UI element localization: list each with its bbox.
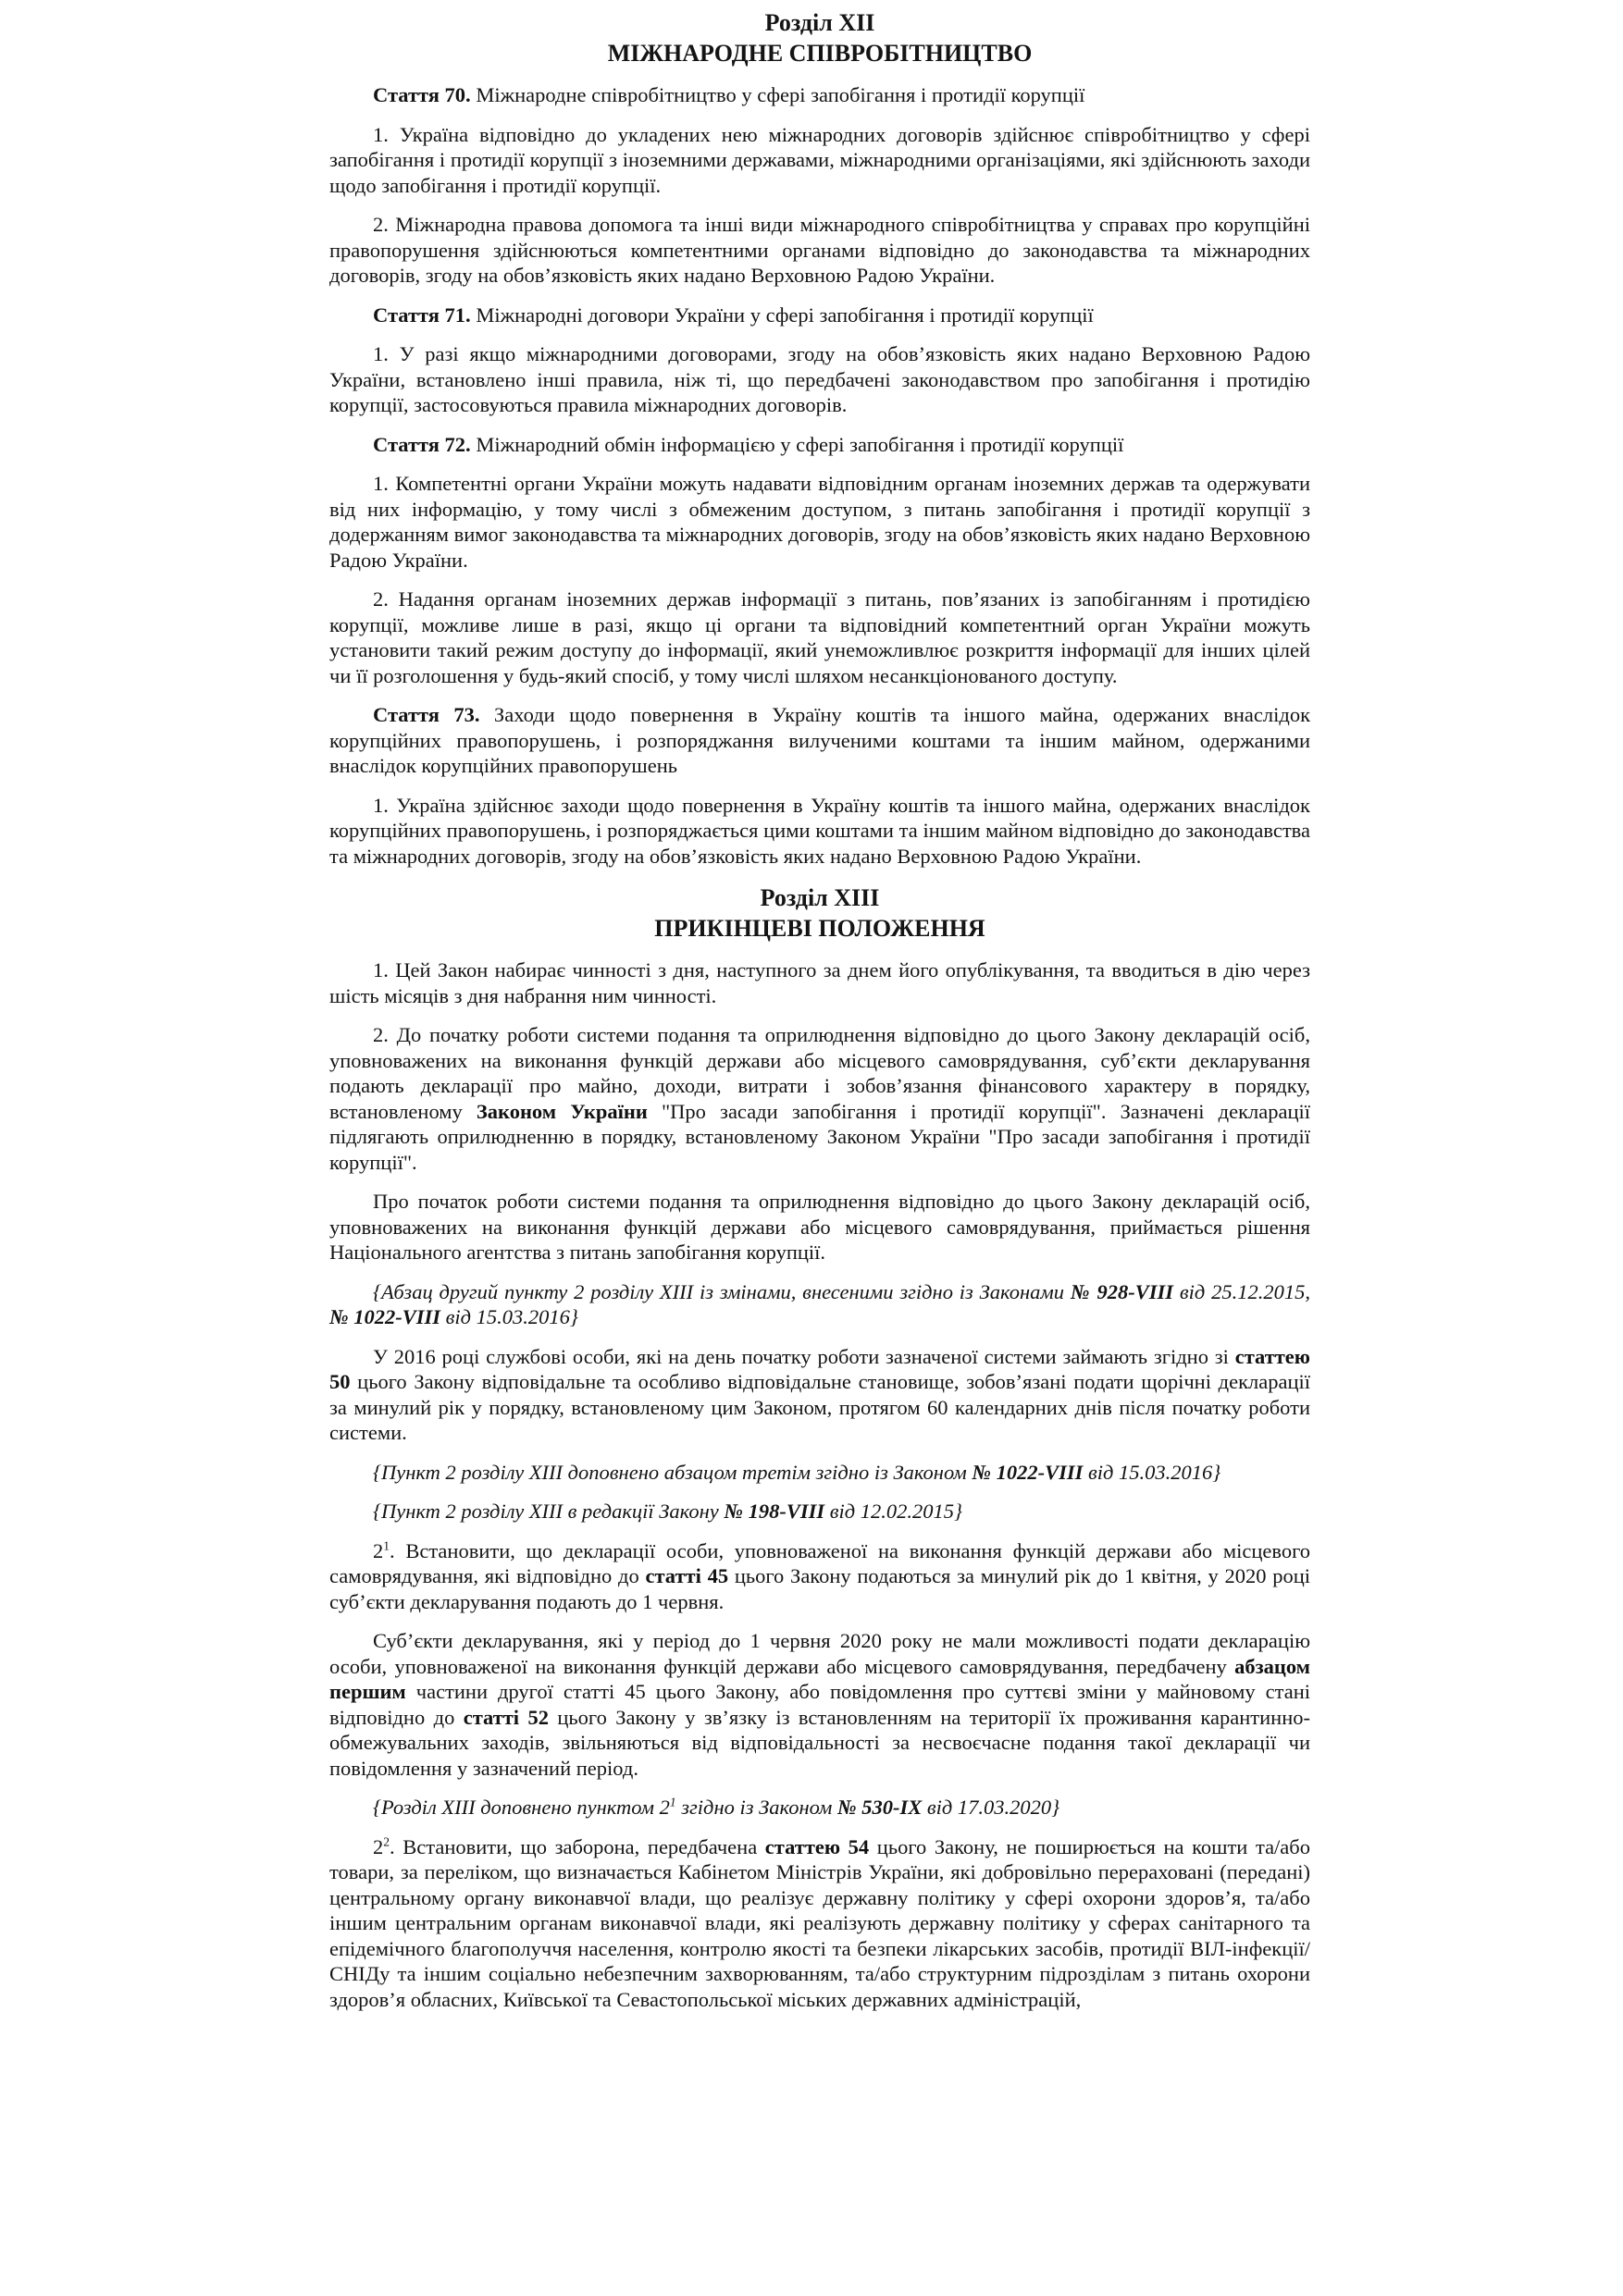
text-run: 2. Надання органам іноземних держав інформації з питань, пов’язаних із запобіганням і протидією корупції, можливе лише в разі, якщо ці органи та відповідний компетентний орган України можуть установити такий режим доступу до інформації, який унеможливлює розкриття інформації для інших цілей чи її розголошення у будь-який спосіб, у тому числі шляхом несанкціонованого доступу. — [329, 587, 1310, 687]
text-run: 1 — [669, 1795, 676, 1809]
text-run: Суб’єкти декларування, які у період до 1 червня 2020 року не мали можливості подати декларацію особи, уповноваженої на виконання функцій держави або місцевого самоврядування, передбачену — [329, 1629, 1310, 1678]
text-run: від 15.03.2016} — [1083, 1460, 1221, 1484]
text-run: У 2016 році службові особи, які на день початку роботи зазначеної системи займають згідно зі — [373, 1344, 1235, 1368]
paragraph — [329, 471, 1310, 573]
text-run: Заходи щодо повернення в Україну коштів та іншого майна, одержаних внаслідок корупційних правопорушень, і розпоряджання вилученими коштами та іншим майном, одержаними внаслідок корупційних правопорушень — [329, 703, 1311, 777]
text-run: Міжнародний обмін інформацією у сфері запобігання і протидії корупції — [470, 432, 1124, 456]
paragraph — [329, 1189, 1310, 1265]
paragraph — [329, 341, 1310, 418]
text-run: 2 — [383, 1834, 390, 1848]
text-run: 1. Україна відповідно до укладених нею міжнародних договорів здійснює співробітництво у сфері запобігання і протидії корупції з іноземними державами, міжнародними організаціями, які здійснюють заходи щодо запобігання і протидії корупції. — [329, 122, 1310, 197]
paragraph — [329, 793, 1310, 870]
text-run: від 12.02.2015} — [824, 1500, 962, 1523]
section-heading — [329, 38, 1310, 68]
text-run: Про початок роботи системи подання та оприлюднення відповідно до цього Закону декларацій осіб, уповноважених на виконання функцій держави або місцевого самоврядування, приймається рішення Національного агентства з питань запобігання корупції. — [329, 1190, 1310, 1264]
text-run: 1. Україна здійснює заходи щодо повернення в Україну коштів та іншого майна, одержаних внаслідок корупційних правопорушень, і розпоряджається цими коштами та іншим майном відповідно до законодавства та міжнародних договорів, згоду на обов’язковість яких надано Верховною Радою України. — [329, 793, 1310, 868]
text-run: 1. У разі якщо міжнародними договорами, згоду на обов’язковість яких надано Верховною Радою України, встановлено інші правила, ніж ті, що передбачені законодавством про запобігання і протидію корупції, застосовуються правила міжнародних договорів. — [329, 342, 1310, 416]
text-run: цього Закону, не поширюється на кошти та/або товари, за переліком, що визначається Кабінетом Міністрів України, які добровільно перераховані (передані) центральному органу виконавчої влади, що реалізує державну політику у сфері охорони здоров’я, та/або іншим центральним органам виконавчої влади, які реалізують державну політику у сферах санітарного та епідемічного благополуччя населення, контролю якості та безпеки лікарських засобів, протидії ВІЛ-інфекції/СНІДу та іншим соціально небезпечним захворюванням, та/або структурним підрозділам з питань охорони здоров’я обласних, Київської та Севастопольської міських державних адміністрацій, — [329, 1834, 1310, 2011]
paragraph — [329, 1834, 1310, 2013]
paragraph — [329, 1344, 1310, 1446]
text-run: Стаття 71. — [373, 302, 471, 327]
text-run: 2. До початку роботи системи подання та оприлюднення відповідно до цього Закону декларацій осіб, уповноважених на виконання функцій держави або місцевого самоврядування, суб’єкти декларування подають декларації про майно, доходи, витрати і зобов’язання фінансового характеру в порядку, встановленому — [329, 1023, 1310, 1123]
paragraph — [329, 212, 1310, 289]
section-heading — [329, 883, 1310, 913]
law-link[interactable]: Законом України — [476, 1099, 648, 1123]
text-run: Міжнародне співробітництво у сфері запобігання і протидії корупції — [470, 83, 1085, 106]
text-run: {Пункт 2 розділу XIII доповнено абзацом третім згідно із Законом — [373, 1460, 973, 1484]
text-run: Розділ XIII — [760, 884, 880, 911]
text-run: від 15.03.2016} — [440, 1305, 578, 1328]
text-run: цього Закону подаються за минулий рік до 1 квітня, у 2020 році суб’єкти декларування подають до 1 червня. — [329, 1564, 1310, 1613]
paragraph — [329, 702, 1310, 779]
law-link[interactable]: статті 52 — [463, 1705, 549, 1729]
text-run: частини другої статті 45 цього Закону, або повідомлення про суттєві зміни у майновому стані відповідно до — [329, 1680, 1310, 1729]
text-run: {Розділ XIII доповнено пунктом 2 — [373, 1796, 670, 1819]
text-run: від 17.03.2020} — [922, 1796, 1060, 1819]
paragraph — [329, 302, 1310, 328]
text-run: 2 — [373, 1834, 384, 1858]
text-run: Стаття 70. — [373, 83, 471, 106]
paragraph — [329, 122, 1310, 199]
text-run: Міжнародні договори України у сфері запобігання і протидії корупції — [470, 302, 1094, 327]
text-run: № 1022-VIII — [972, 1460, 1084, 1484]
paragraph — [329, 957, 1310, 1008]
paragraph — [329, 1628, 1310, 1781]
text-run: . Встановити, що декларації особи, уповноваженої на виконання функцій держави або місцевого самоврядування, які відповідно до — [329, 1538, 1310, 1587]
text-run: № 928-VIII — [1070, 1279, 1174, 1303]
paragraph — [329, 82, 1310, 108]
text-run: Розділ XII — [764, 9, 875, 36]
text-run: {Абзац другий пункту 2 розділу XIII із змінами, внесеними згідно із Законами — [373, 1279, 1071, 1303]
text-run: Стаття 73. — [373, 703, 480, 726]
amendment-note — [329, 1795, 1310, 1821]
law-link[interactable]: абзацом першим — [329, 1654, 1310, 1703]
paragraph — [329, 586, 1310, 688]
text-run: "Про засади запобігання і протидії корупції". Зазначені декларації підлягають оприлюдненню в порядку, встановленому Законом України "Про засади запобігання і протидії корупції". — [329, 1099, 1310, 1174]
law-link[interactable]: статті 45 — [645, 1564, 729, 1587]
text-run: МІЖНАРОДНЕ СПІВРОБІТНИЦТВО — [607, 40, 1033, 67]
amendment-note — [329, 1460, 1310, 1486]
text-run: . Встановити, що заборона, передбачена — [390, 1834, 765, 1858]
text-run: 2 — [373, 1538, 384, 1562]
text-run: Стаття 72. — [373, 432, 471, 456]
text-run: цього Закону відповідальне та особливо відповідальне становище, зобов’язані подати щорічні декларації за минулий рік у порядку, встановленому цим Законом, протягом 60 календарних днів після початку роботи системи. — [329, 1370, 1310, 1444]
text-run: від 25.12.2015, — [1173, 1279, 1311, 1303]
text-run: 1 — [383, 1538, 390, 1552]
amendment-note — [329, 1499, 1310, 1524]
section-heading — [329, 7, 1310, 38]
text-run: № 1022-VIII — [329, 1305, 440, 1328]
text-run: 1. Цей Закон набирає чинності з дня, наступного за днем його опублікування, та вводиться в дію через шість місяців з дня набрання ним чинності. — [329, 958, 1310, 1007]
text-run: цього Закону у зв’язку із встановленням на території їх проживання карантинно-обмежувальних заходів, звільняються від відповідальності за несвоєчасне подання такої декларації чи повідомлення у зазначений період. — [329, 1705, 1310, 1780]
amendment-note — [329, 1279, 1310, 1330]
paragraph — [329, 1538, 1310, 1615]
text-run: 2. Міжнародна правова допомога та інші види міжнародного співробітництва у справах про корупційні правопорушення здійснюються компетентними органами відповідно до законодавства та міжнародних договорів, згоду на обов’язковість яких надано Верховною Радою України. — [329, 213, 1310, 287]
paragraph — [329, 432, 1310, 458]
text-run: згідно із Законом — [675, 1796, 837, 1819]
text-run: {Пункт 2 розділу XIII в редакції Закону — [373, 1500, 725, 1523]
text-run: ПРИКІНЦЕВІ ПОЛОЖЕННЯ — [654, 915, 985, 942]
law-link[interactable]: статтею 50 — [329, 1344, 1310, 1393]
law-link[interactable]: статтею 54 — [764, 1834, 870, 1858]
text-run: 1. Компетентні органи України можуть надавати відповідним органам іноземних держав та одержувати від них інформацію, у тому числі з обмеженим доступом, з питань запобігання і протидії корупції з додержанням вимог законодавства та міжнародних договорів, згоду на обов’язковість яких надано Верховною Радою України. — [329, 472, 1310, 572]
document-content — [329, 0, 1310, 2012]
text-run: № 198-VIII — [724, 1500, 825, 1523]
paragraph — [329, 1022, 1310, 1175]
text-run: № 530-IX — [836, 1796, 923, 1819]
section-heading — [329, 913, 1310, 944]
